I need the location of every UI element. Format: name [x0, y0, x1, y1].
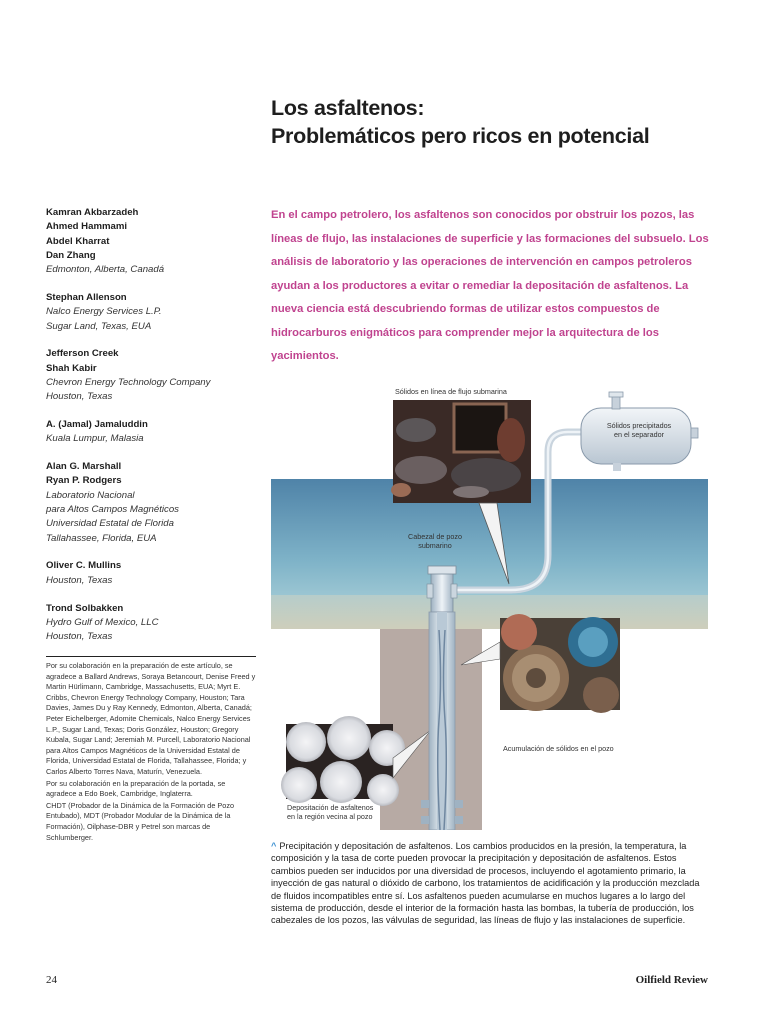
production-system-illustration	[271, 380, 708, 830]
caption-marker-icon: ^	[271, 841, 277, 851]
author-affiliation: Sugar Land, Texas, EUA	[46, 320, 152, 332]
seabed	[271, 595, 708, 629]
author-name: Shah Kabir	[46, 362, 97, 374]
author-affiliation: Laboratorio Nacional	[46, 489, 135, 501]
author-name: A. (Jamal) Jamaluddin	[46, 419, 148, 431]
page-number: 24	[46, 974, 57, 986]
author-affiliation: Houston, Texas	[46, 391, 113, 403]
wellbore-solids-photo	[500, 614, 620, 713]
author-group	[46, 347, 261, 404]
author-affiliation: Edmonton, Alberta, Canadá	[46, 264, 165, 276]
journal-name: Oilfield Review	[635, 974, 708, 986]
author-name: Dan Zhang	[46, 249, 96, 261]
author-name: Ryan P. Rodgers	[46, 475, 122, 487]
author-group	[46, 602, 261, 645]
article-title	[271, 94, 741, 150]
acknowledgements	[46, 661, 256, 844]
author-name: Abdel Kharrat	[46, 235, 110, 247]
author-affiliation: Hydro Gulf of Mexico, LLC	[46, 616, 159, 628]
label-wellhead: Cabezal de pozo submarino	[408, 532, 462, 550]
asphaltene-deposition-figure	[271, 380, 708, 830]
abstract: En el campo petrolero, los asfaltenos son conocidos por obstruir los pozos, las líneas de flujo, las instalaciones de superficie y las formaciones del subsuelo. Los análisis de laboratorio y las operaciones de intervención en campos petroleros ayudan a los productores a evitar o remediar la depositación de asfaltenos. La nueva ciencia está descubriendo formas de utilizar estos compuestos de hidrocarburos enigmáticos para comprender mejor la arquitectura de los yacimientos.	[271, 209, 709, 362]
acknowledgement-paragraph: Por su colaboración en la preparación de la portada, se agradece a Edo Boek, Cambridge, Inglaterra.	[46, 778, 226, 799]
author-group	[46, 559, 261, 588]
acknowledgements-divider	[46, 656, 256, 657]
author-affiliation: Chevron Energy Technology Company	[46, 376, 211, 388]
author-name: Alan G. Marshall	[46, 461, 122, 473]
author-group	[46, 206, 261, 277]
author-list	[46, 206, 261, 658]
author-affiliation: Tallahassee, Florida, EUA	[46, 532, 157, 544]
label-wellbore-solids: Acumulación de sólidos en el pozo	[503, 744, 614, 753]
author-group	[46, 291, 261, 334]
author-group	[46, 460, 261, 546]
acknowledgement-paragraph: Por su colaboración en la preparación de este artículo, se agradece a Ballard Andrews, Soraya Betancourt, Denise Freed y Martin Hürlimann, Cambridge, Massachusetts, EUA; Myrt E. Cribbs, Chevron Energy Technology Company, Houston; Tara Davies, James Du y Ray Kennedy, Edmonton, Alberta, Canadá; Peter Eichelberger, Adomite Chemicals, Nalco Energy Services L.P., Sugar Land, Texas; Doris González, Houston; Gregory Kubala, Sugar Land; Jeremiah M. Purcell, Laboratorio Nacional para Altos Campos Magnéticos de la Universidad Estatal de Florida, Universidad Estatal de Florida, Tallahassee, Florida; y Carlos Alberto Torres Nava, Maturín, Venezuela.	[46, 661, 256, 776]
author-affiliation: Kuala Lumpur, Malasia	[46, 433, 144, 445]
label-flowline-solids: Sólidos en línea de flujo submarina	[395, 387, 507, 396]
title-line-1: Los asfaltenos:	[271, 96, 425, 120]
subsea-wellhead	[427, 566, 457, 612]
author-name: Stephan Allenson	[46, 291, 127, 303]
figure-caption	[271, 840, 711, 927]
caption-text: Precipitación y depositación de asfaltenos. Los cambios producidos en la presión, la temperatura, la composición y la tasa de corte pueden provocar la precipitación y depositación de asfaltenos. Estos cambios pueden ser inducidos por una diversidad de procesos, incluyendo el agotamiento primario, la inyección de gas natural o dióxido de carbono, los tratamientos de acidificación y la producción mezclada de fluidos incompatibles entre sí. Los asfaltenos pueden acumularse en muchos lugares a lo largo del sistema de producción, desde el interior de la formación hasta las bombas, la tubería de producción, los cabezales de los pozos, las válvulas de seguridad, las líneas de flujo y las instalaciones de superficie.	[271, 841, 700, 926]
author-affiliation: Universidad Estatal de Florida	[46, 518, 174, 530]
author-name: Jefferson Creek	[46, 348, 119, 360]
author-affiliation: Nalco Energy Services L.P.	[46, 306, 162, 318]
label-near-well-deposition: Depositación de asfaltenos en la región vecina al pozo	[287, 803, 374, 821]
author-affiliation: Houston, Texas	[46, 631, 113, 643]
author-group	[46, 418, 261, 447]
label-separator: Sólidos precipitados en el separador	[606, 421, 672, 439]
acknowledgement-paragraph: CHDT (Probador de la Dinámica de la Formación de Pozo Entubado), MDT (Probador Modular de la Dinámica de la Formación), Oilphase-DBR y Petrel son marcas de Schlumberger.	[46, 800, 235, 842]
near-well-grains-photo	[281, 716, 405, 806]
author-affiliation: para Altos Campos Magnéticos	[46, 504, 179, 516]
flowline-solids-photo	[391, 400, 531, 503]
author-name: Oliver C. Mullins	[46, 560, 122, 572]
title-line-2: Problemáticos pero ricos en potencial	[271, 124, 650, 148]
author-name: Kamran Akbarzadeh	[46, 207, 139, 218]
author-affiliation: Houston, Texas	[46, 574, 113, 586]
author-name: Ahmed Hammami	[46, 221, 128, 233]
author-name: Trond Solbakken	[46, 602, 124, 614]
